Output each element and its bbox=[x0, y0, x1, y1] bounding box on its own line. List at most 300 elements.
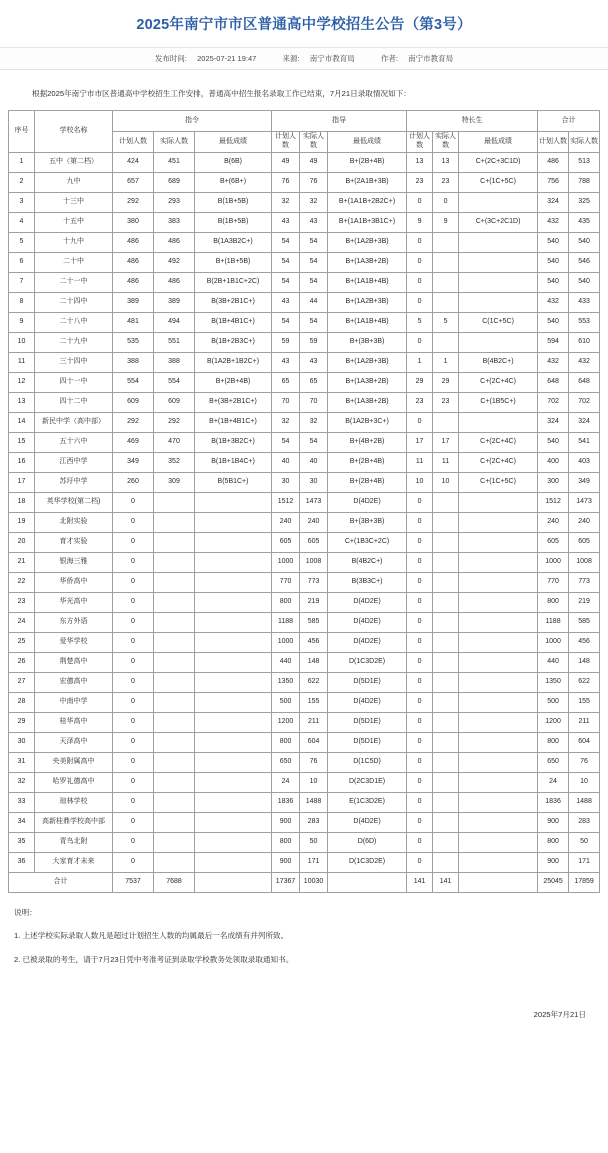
cell-total-actual: 553 bbox=[569, 312, 600, 332]
table-row bbox=[9, 432, 600, 452]
cell-zhidao-plan: 40 bbox=[272, 452, 300, 472]
cell-zhidao-actual: 54 bbox=[300, 232, 328, 252]
cell-total-plan: 1200 bbox=[538, 712, 569, 732]
cell-total-plan: 1000 bbox=[538, 552, 569, 572]
th-zhidao-score: 最低成绩 bbox=[328, 131, 407, 152]
cell-techang-score bbox=[459, 732, 538, 752]
table-row bbox=[9, 452, 600, 472]
cell-zhidao-score: B+(2B+4B) bbox=[328, 152, 407, 172]
cell-zhiling-actual: 486 bbox=[154, 272, 195, 292]
cell-techang-score bbox=[459, 552, 538, 572]
cell-total-actual: 1008 bbox=[569, 552, 600, 572]
cell-total-zd-act: 10030 bbox=[300, 872, 328, 892]
cell-techang-score bbox=[459, 632, 538, 652]
th-zhidao-plan: 计划人数 bbox=[272, 131, 300, 152]
cell-index: 11 bbox=[9, 352, 35, 372]
cell-total-plan: 24 bbox=[538, 772, 569, 792]
cell-techang-actual bbox=[433, 832, 459, 852]
cell-zhiling-score: B(3B+2B1C+) bbox=[195, 292, 272, 312]
cell-total-actual: 148 bbox=[569, 652, 600, 672]
cell-techang-plan: 0 bbox=[407, 832, 433, 852]
cell-school-name: 荆楚高中 bbox=[35, 652, 113, 672]
cell-zhiling-plan: 349 bbox=[113, 452, 154, 472]
cell-zhidao-score: B(3B3C+) bbox=[328, 572, 407, 592]
cell-total-plan: 702 bbox=[538, 392, 569, 412]
cell-techang-actual: 17 bbox=[433, 432, 459, 452]
cell-zhidao-score: D(2C3D1E) bbox=[328, 772, 407, 792]
cell-index: 19 bbox=[9, 512, 35, 532]
cell-zhidao-score: B+(1A2B+3B) bbox=[328, 232, 407, 252]
cell-zhiling-score: B(1A2B+1B2C+) bbox=[195, 352, 272, 372]
cell-school-name: 五十六中 bbox=[35, 432, 113, 452]
cell-total-actual: 171 bbox=[569, 852, 600, 872]
cell-zhidao-actual: 585 bbox=[300, 612, 328, 632]
source-value: 南宁市教育局 bbox=[309, 53, 355, 63]
cell-zhidao-plan: 1350 bbox=[272, 672, 300, 692]
cell-techang-actual: 11 bbox=[433, 452, 459, 472]
cell-zhidao-score: B+(1A3B+2B) bbox=[328, 252, 407, 272]
cell-total-plan: 770 bbox=[538, 572, 569, 592]
note-item: 2. 已被录取的考生，请于7月23日凭中考准考证到录取学校教务处领取录取通知书。 bbox=[14, 955, 294, 965]
cell-total-zd-score bbox=[328, 872, 407, 892]
cell-techang-actual bbox=[433, 732, 459, 752]
cell-index: 24 bbox=[9, 612, 35, 632]
cell-zhiling-plan: 0 bbox=[113, 852, 154, 872]
cell-zhiling-plan: 486 bbox=[113, 272, 154, 292]
cell-zhidao-score: C+(1B3C+2C) bbox=[328, 532, 407, 552]
cell-total-actual: 540 bbox=[569, 272, 600, 292]
cell-techang-score bbox=[459, 592, 538, 612]
cell-techang-plan: 0 bbox=[407, 272, 433, 292]
cell-techang-score bbox=[459, 752, 538, 772]
table-row bbox=[9, 492, 600, 512]
cell-techang-score bbox=[459, 572, 538, 592]
cell-zhiling-actual bbox=[154, 632, 195, 652]
cell-total-actual: 541 bbox=[569, 432, 600, 452]
cell-total-actual: 432 bbox=[569, 352, 600, 372]
table-row bbox=[9, 692, 600, 712]
cell-zhiling-plan: 380 bbox=[113, 212, 154, 232]
cell-school-name: 新民中学（高中部） bbox=[35, 412, 113, 432]
cell-total-actual: 702 bbox=[569, 392, 600, 412]
cell-zhiling-plan: 0 bbox=[113, 812, 154, 832]
cell-zhiling-actual bbox=[154, 712, 195, 732]
cell-zhiling-plan: 0 bbox=[113, 712, 154, 732]
cell-zhidao-score: B+(4B+2B) bbox=[328, 432, 407, 452]
cell-techang-score bbox=[459, 512, 538, 532]
cell-index: 34 bbox=[9, 812, 35, 832]
cell-school-name: 苏圩中学 bbox=[35, 472, 113, 492]
cell-zhiling-score bbox=[195, 612, 272, 632]
cell-zhidao-actual: 1008 bbox=[300, 552, 328, 572]
cell-zhidao-actual: 30 bbox=[300, 472, 328, 492]
cell-total-plan: 800 bbox=[538, 592, 569, 612]
cell-index: 10 bbox=[9, 332, 35, 352]
cell-zhiling-score bbox=[195, 572, 272, 592]
cell-index: 16 bbox=[9, 452, 35, 472]
th-group-zhidao: 指导 bbox=[272, 110, 407, 131]
table-row bbox=[9, 652, 600, 672]
cell-techang-actual bbox=[433, 692, 459, 712]
cell-techang-plan: 0 bbox=[407, 692, 433, 712]
cell-total-actual: 513 bbox=[569, 152, 600, 172]
cell-zhiling-score: B+(3B+2B1C+) bbox=[195, 392, 272, 412]
cell-school-name: 二十四中 bbox=[35, 292, 113, 312]
cell-techang-actual: 1 bbox=[433, 352, 459, 372]
cell-index: 30 bbox=[9, 732, 35, 752]
author-label: 作者: bbox=[380, 53, 398, 63]
cell-total-hj-plan: 25045 bbox=[538, 872, 569, 892]
cell-techang-actual bbox=[433, 232, 459, 252]
cell-zhiling-actual bbox=[154, 612, 195, 632]
cell-zhidao-score: D(4D2E) bbox=[328, 492, 407, 512]
cell-zhiling-score: B(5B1C+) bbox=[195, 472, 272, 492]
cell-total-actual: 622 bbox=[569, 672, 600, 692]
cell-zhidao-plan: 1188 bbox=[272, 612, 300, 632]
table-row bbox=[9, 252, 600, 272]
table-row bbox=[9, 312, 600, 332]
cell-zhidao-plan: 49 bbox=[272, 152, 300, 172]
cell-zhiling-actual bbox=[154, 752, 195, 772]
table-row bbox=[9, 552, 600, 572]
author-value: 南宁市教育局 bbox=[408, 53, 454, 63]
cell-zhiling-plan: 260 bbox=[113, 472, 154, 492]
cell-zhidao-plan: 240 bbox=[272, 512, 300, 532]
cell-techang-plan: 9 bbox=[407, 212, 433, 232]
cell-zhiling-score bbox=[195, 652, 272, 672]
cell-techang-plan: 0 bbox=[407, 332, 433, 352]
table-row bbox=[9, 152, 600, 172]
cell-zhidao-plan: 30 bbox=[272, 472, 300, 492]
cell-zhidao-plan: 24 bbox=[272, 772, 300, 792]
table-body bbox=[9, 152, 600, 892]
cell-total-zd-plan: 17367 bbox=[272, 872, 300, 892]
cell-index: 35 bbox=[9, 832, 35, 852]
cell-zhidao-plan: 1200 bbox=[272, 712, 300, 732]
table-row bbox=[9, 572, 600, 592]
cell-total-actual: 610 bbox=[569, 332, 600, 352]
table-row bbox=[9, 612, 600, 632]
cell-total-actual: 435 bbox=[569, 212, 600, 232]
cell-zhiling-actual bbox=[154, 652, 195, 672]
cell-zhidao-plan: 900 bbox=[272, 812, 300, 832]
cell-school-name: 宏德高中 bbox=[35, 672, 113, 692]
table-row bbox=[9, 412, 600, 432]
cell-total-plan: 650 bbox=[538, 752, 569, 772]
cell-techang-score bbox=[459, 792, 538, 812]
cell-index: 33 bbox=[9, 792, 35, 812]
cell-techang-score bbox=[459, 232, 538, 252]
cell-zhiling-actual bbox=[154, 552, 195, 572]
cell-zhiling-plan: 0 bbox=[113, 492, 154, 512]
table-group-header-row bbox=[9, 110, 600, 131]
cell-zhiling-actual: 689 bbox=[154, 172, 195, 192]
cell-total-actual: 648 bbox=[569, 372, 600, 392]
cell-techang-score: C+(2C+4C) bbox=[459, 432, 538, 452]
cell-zhiling-plan: 0 bbox=[113, 592, 154, 612]
cell-techang-score: C+(2C+4C) bbox=[459, 452, 538, 472]
table-row bbox=[9, 212, 600, 232]
cell-zhiling-actual bbox=[154, 812, 195, 832]
table-row bbox=[9, 352, 600, 372]
cell-total-actual: 1488 bbox=[569, 792, 600, 812]
cell-school-name: 三十四中 bbox=[35, 352, 113, 372]
cell-techang-score bbox=[459, 712, 538, 732]
table-row bbox=[9, 592, 600, 612]
cell-zhidao-score: D(1C3D2E) bbox=[328, 852, 407, 872]
cell-school-name: 大家育才未来 bbox=[35, 852, 113, 872]
cell-zhiling-actual: 486 bbox=[154, 232, 195, 252]
cell-school-name: 十九中 bbox=[35, 232, 113, 252]
cell-zhiling-score bbox=[195, 632, 272, 652]
cell-zhidao-score: D(4D2E) bbox=[328, 812, 407, 832]
cell-zhiling-actual: 554 bbox=[154, 372, 195, 392]
cell-zhiling-plan: 535 bbox=[113, 332, 154, 352]
cell-zhidao-actual: 283 bbox=[300, 812, 328, 832]
cell-zhidao-actual: 219 bbox=[300, 592, 328, 612]
cell-zhiling-plan: 0 bbox=[113, 612, 154, 632]
cell-total-plan: 300 bbox=[538, 472, 569, 492]
cell-school-name: 桂华高中 bbox=[35, 712, 113, 732]
cell-total-plan: 1350 bbox=[538, 672, 569, 692]
cell-techang-actual: 29 bbox=[433, 372, 459, 392]
cell-techang-actual bbox=[433, 572, 459, 592]
cell-total-plan: 240 bbox=[538, 512, 569, 532]
cell-techang-actual bbox=[433, 792, 459, 812]
cell-zhidao-score: B+(1A3B+2B) bbox=[328, 372, 407, 392]
cell-techang-score bbox=[459, 332, 538, 352]
cell-index: 22 bbox=[9, 572, 35, 592]
cell-total-plan: 432 bbox=[538, 292, 569, 312]
cell-zhiling-score bbox=[195, 672, 272, 692]
cell-zhidao-plan: 650 bbox=[272, 752, 300, 772]
cell-zhiling-actual bbox=[154, 532, 195, 552]
cell-zhiling-actual bbox=[154, 732, 195, 752]
cell-zhidao-actual: 43 bbox=[300, 352, 328, 372]
cell-index: 20 bbox=[9, 532, 35, 552]
cell-techang-plan: 0 bbox=[407, 632, 433, 652]
cell-techang-score: C+(3C+2C1D) bbox=[459, 212, 538, 232]
cell-school-name: 中南中学 bbox=[35, 692, 113, 712]
cell-zhidao-score: D(6D) bbox=[328, 832, 407, 852]
table-head bbox=[9, 110, 600, 152]
table-row bbox=[9, 732, 600, 752]
cell-index: 3 bbox=[9, 192, 35, 212]
th-zhiling-score: 最低成绩 bbox=[195, 131, 272, 152]
cell-total-plan: 400 bbox=[538, 452, 569, 472]
table-total-row bbox=[9, 872, 600, 892]
cell-school-name: 青鸟北附 bbox=[35, 832, 113, 852]
cell-total-plan: 900 bbox=[538, 812, 569, 832]
cell-total-zl-act: 7688 bbox=[154, 872, 195, 892]
source-label: 来源: bbox=[282, 53, 300, 63]
cell-total-plan: 432 bbox=[538, 212, 569, 232]
notes-section bbox=[0, 893, 608, 966]
cell-zhidao-score: D(4D2E) bbox=[328, 692, 407, 712]
cell-school-name: 琼林学校 bbox=[35, 792, 113, 812]
cell-zhidao-plan: 440 bbox=[272, 652, 300, 672]
cell-zhiling-score bbox=[195, 492, 272, 512]
cell-techang-score: B(4B2C+) bbox=[459, 352, 538, 372]
cell-zhidao-plan: 54 bbox=[272, 272, 300, 292]
cell-total-plan: 540 bbox=[538, 232, 569, 252]
cell-school-name: 东方外语 bbox=[35, 612, 113, 632]
cell-zhidao-score: B+(2A1B+3B) bbox=[328, 172, 407, 192]
cell-zhidao-actual: 10 bbox=[300, 772, 328, 792]
cell-techang-plan: 0 bbox=[407, 292, 433, 312]
table-row bbox=[9, 832, 600, 852]
table-row bbox=[9, 192, 600, 212]
cell-total-actual: 540 bbox=[569, 232, 600, 252]
cell-index: 2 bbox=[9, 172, 35, 192]
cell-techang-plan: 11 bbox=[407, 452, 433, 472]
cell-zhidao-actual: 54 bbox=[300, 252, 328, 272]
cell-zhiling-actual bbox=[154, 692, 195, 712]
cell-techang-plan: 0 bbox=[407, 592, 433, 612]
table-row bbox=[9, 852, 600, 872]
cell-total-plan: 540 bbox=[538, 312, 569, 332]
cell-techang-plan: 10 bbox=[407, 472, 433, 492]
cell-zhidao-actual: 604 bbox=[300, 732, 328, 752]
cell-zhidao-actual: 171 bbox=[300, 852, 328, 872]
cell-total-plan: 1188 bbox=[538, 612, 569, 632]
cell-zhiling-score bbox=[195, 812, 272, 832]
cell-techang-actual: 5 bbox=[433, 312, 459, 332]
cell-zhiling-score bbox=[195, 552, 272, 572]
cell-techang-plan: 29 bbox=[407, 372, 433, 392]
cell-index: 32 bbox=[9, 772, 35, 792]
admissions-table bbox=[8, 110, 600, 893]
cell-zhidao-plan: 43 bbox=[272, 292, 300, 312]
cell-techang-actual bbox=[433, 272, 459, 292]
cell-zhiling-score bbox=[195, 852, 272, 872]
cell-techang-plan: 0 bbox=[407, 732, 433, 752]
cell-zhidao-score: D(4D2E) bbox=[328, 632, 407, 652]
cell-techang-actual bbox=[433, 752, 459, 772]
cell-index: 23 bbox=[9, 592, 35, 612]
cell-zhiling-plan: 657 bbox=[113, 172, 154, 192]
cell-zhidao-plan: 1000 bbox=[272, 552, 300, 572]
table-row bbox=[9, 672, 600, 692]
cell-total-plan: 500 bbox=[538, 692, 569, 712]
cell-zhidao-score: B+(2B+4B) bbox=[328, 452, 407, 472]
cell-techang-plan: 0 bbox=[407, 192, 433, 212]
cell-school-name: 十三中 bbox=[35, 192, 113, 212]
cell-zhiling-score bbox=[195, 712, 272, 732]
cell-zhidao-plan: 32 bbox=[272, 192, 300, 212]
th-techang-plan: 计划人数 bbox=[407, 131, 433, 152]
cell-techang-actual bbox=[433, 552, 459, 572]
th-group-heji: 合计 bbox=[538, 110, 600, 131]
cell-techang-actual bbox=[433, 412, 459, 432]
cell-techang-actual: 10 bbox=[433, 472, 459, 492]
cell-techang-plan: 1 bbox=[407, 352, 433, 372]
cell-total-actual: 240 bbox=[569, 512, 600, 532]
cell-school-name: 天泽高中 bbox=[35, 732, 113, 752]
cell-zhidao-score: B+(1A1B+4B) bbox=[328, 272, 407, 292]
cell-zhiling-actual: 609 bbox=[154, 392, 195, 412]
cell-zhidao-score: B+(1A2B+3B) bbox=[328, 352, 407, 372]
cell-techang-actual bbox=[433, 652, 459, 672]
cell-zhiling-actual: 388 bbox=[154, 352, 195, 372]
cell-techang-actual: 9 bbox=[433, 212, 459, 232]
cell-total-actual: 50 bbox=[569, 832, 600, 852]
cell-zhidao-plan: 54 bbox=[272, 232, 300, 252]
cell-zhidao-actual: 54 bbox=[300, 272, 328, 292]
cell-total-tc-plan: 141 bbox=[407, 872, 433, 892]
cell-techang-plan: 0 bbox=[407, 612, 433, 632]
cell-zhiling-score: B(6B) bbox=[195, 152, 272, 172]
cell-techang-plan: 13 bbox=[407, 152, 433, 172]
publish-time-value: 2025-07-21 19:47 bbox=[197, 53, 257, 63]
cell-zhidao-plan: 43 bbox=[272, 352, 300, 372]
cell-school-name: 二十八中 bbox=[35, 312, 113, 332]
cell-index: 8 bbox=[9, 292, 35, 312]
cell-zhiling-actual: 292 bbox=[154, 412, 195, 432]
cell-total-plan: 594 bbox=[538, 332, 569, 352]
cell-zhiling-plan: 0 bbox=[113, 532, 154, 552]
cell-zhidao-plan: 800 bbox=[272, 732, 300, 752]
cell-index: 12 bbox=[9, 372, 35, 392]
th-group-techang: 特长生 bbox=[407, 110, 538, 131]
cell-zhiling-plan: 0 bbox=[113, 572, 154, 592]
cell-zhiling-score bbox=[195, 692, 272, 712]
cell-zhiling-plan: 481 bbox=[113, 312, 154, 332]
th-school: 学校名称 bbox=[35, 110, 113, 152]
cell-zhiling-score bbox=[195, 752, 272, 772]
cell-zhidao-actual: 605 bbox=[300, 532, 328, 552]
cell-total-actual: 155 bbox=[569, 692, 600, 712]
cell-zhiling-score bbox=[195, 732, 272, 752]
cell-zhidao-plan: 1836 bbox=[272, 792, 300, 812]
cell-index: 27 bbox=[9, 672, 35, 692]
cell-zhiling-score: B(1A3B2C+) bbox=[195, 232, 272, 252]
cell-school-name: 北附实验 bbox=[35, 512, 113, 532]
cell-index: 4 bbox=[9, 212, 35, 232]
cell-index: 14 bbox=[9, 412, 35, 432]
cell-index: 36 bbox=[9, 852, 35, 872]
cell-index: 1 bbox=[9, 152, 35, 172]
cell-techang-actual bbox=[433, 512, 459, 532]
th-techang-score: 最低成绩 bbox=[459, 131, 538, 152]
cell-zhiling-score: B(1B+5B) bbox=[195, 212, 272, 232]
cell-school-name: 江西中学 bbox=[35, 452, 113, 472]
cell-index: 18 bbox=[9, 492, 35, 512]
cell-zhidao-plan: 32 bbox=[272, 412, 300, 432]
cell-zhidao-plan: 54 bbox=[272, 432, 300, 452]
cell-zhiling-plan: 0 bbox=[113, 632, 154, 652]
cell-techang-actual bbox=[433, 852, 459, 872]
cell-zhiling-actual: 551 bbox=[154, 332, 195, 352]
cell-index: 9 bbox=[9, 312, 35, 332]
table-row bbox=[9, 512, 600, 532]
cell-total-actual: 324 bbox=[569, 412, 600, 432]
cell-zhiling-actual bbox=[154, 852, 195, 872]
cell-school-name: 华光高中 bbox=[35, 592, 113, 612]
cell-zhiling-actual bbox=[154, 772, 195, 792]
cell-total-label: 合计 bbox=[9, 872, 113, 892]
cell-zhiling-actual bbox=[154, 512, 195, 532]
cell-zhidao-actual: 65 bbox=[300, 372, 328, 392]
cell-zhidao-actual: 54 bbox=[300, 312, 328, 332]
cell-zhiling-actual: 451 bbox=[154, 152, 195, 172]
cell-zhidao-actual: 1473 bbox=[300, 492, 328, 512]
cell-techang-plan: 0 bbox=[407, 232, 433, 252]
th-zhiling-actual: 实际人数 bbox=[154, 131, 195, 152]
table-row bbox=[9, 772, 600, 792]
cell-total-zl-plan: 7537 bbox=[113, 872, 154, 892]
cell-zhidao-score: B(4B2C+) bbox=[328, 552, 407, 572]
